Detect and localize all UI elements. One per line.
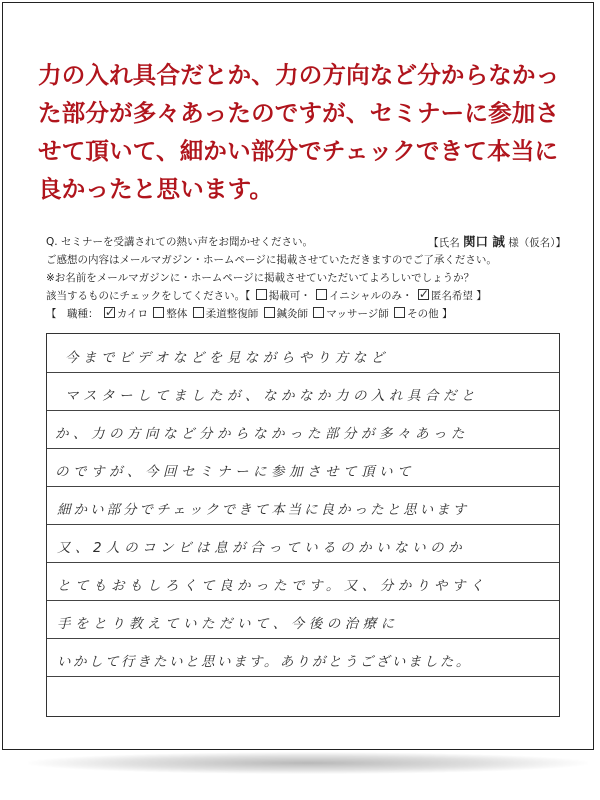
ruled-line <box>47 372 559 373</box>
handwritten-line: とてもおもしろくて良かったです。又、分かりやすく <box>57 578 488 594</box>
job-checkbox-massage[interactable] <box>313 307 324 318</box>
name-value: 関口 誠 <box>463 234 505 249</box>
job-checkbox-acupuncture[interactable] <box>264 307 275 318</box>
option-checkbox-anonymous[interactable] <box>418 289 429 300</box>
job-close: 】 <box>441 308 453 320</box>
headline-quote: 力の入れ具合だとか、力の方向など分からなかった部分が多々あったのですが、セミナーに参加させて頂いて、細かい部分でチェックできて本当に良かったと思います。 <box>38 61 560 203</box>
handwriting-area <box>46 333 560 717</box>
question-line <box>46 233 566 251</box>
ruled-line <box>47 676 559 677</box>
handwritten-line: 手をとり教えていただいて、今後の治療に <box>57 616 399 632</box>
job-label: 【 職種： <box>46 308 99 320</box>
job-label-massage: マッサージ師 <box>326 308 389 320</box>
option-label-anonymous: 匿名希望 <box>430 290 473 302</box>
question-text: Q. セミナーを受講されての熱い声をお聞かせください。 <box>46 236 313 248</box>
handwritten-line: いかして行きたいと思います。ありがとうございました。 <box>57 654 472 670</box>
job-checkbox-chiro[interactable] <box>104 307 115 318</box>
handwritten-line: 又、2人のコンビは息が合っているのかいないのか <box>57 540 467 556</box>
job-checkbox-judo[interactable] <box>193 307 204 318</box>
job-label-other: その他 <box>407 308 439 320</box>
check-close: 】 <box>476 290 487 302</box>
handwritten-line: 細かい部分でチェックできて本当に良かったと思います <box>57 502 470 518</box>
ruled-line <box>47 524 559 525</box>
check-prompt: 該当するものにチェックをしてください。【 <box>46 290 251 302</box>
handwritten-line: か、力の方向など分からなかった部分が多々あった <box>55 426 469 442</box>
name-suffix: 様（仮名）】 <box>508 237 566 249</box>
handwritten-line: マスターしてましたが、なかなか力の入れ具合だと <box>65 388 479 404</box>
handwritten-line: 今までビデオなどを見ながらやり方など <box>65 350 389 366</box>
publish-options <box>46 287 566 305</box>
ruled-line <box>47 562 559 563</box>
option-checkbox-initials[interactable] <box>316 289 327 300</box>
job-checkbox-seitai[interactable] <box>153 307 164 318</box>
ruled-line <box>47 410 559 411</box>
consent-line: ご感想の内容はメールマガジン・ホームページに掲載させていただきますのでご了承ください。 <box>46 254 497 266</box>
ruled-line <box>47 486 559 487</box>
option-checkbox-publish[interactable] <box>256 289 267 300</box>
option-label-initials: イニシャルのみ・ <box>329 290 413 302</box>
note-line: ※お名前をメールマガジンに・ホームページに掲載させていただいてよろしいでしょうか？ <box>46 272 475 284</box>
job-label-judo: 柔道整復師 <box>205 308 259 320</box>
job-label-seitai: 整体 <box>166 308 188 320</box>
job-label-acupuncture: 鍼灸師 <box>276 308 309 320</box>
job-checkbox-other[interactable] <box>394 307 405 318</box>
job-label-chiro: カイロ <box>116 308 149 320</box>
name-field <box>428 233 566 252</box>
option-label-publish: 掲載可・ <box>268 290 311 302</box>
ruled-line <box>47 638 559 639</box>
name-label: 【氏名 <box>428 237 460 249</box>
ruled-line <box>47 600 559 601</box>
ruled-line <box>47 448 559 449</box>
page-shadow <box>28 752 588 774</box>
handwritten-line: のですが、今回セミナーに参加させて頂いて <box>55 464 415 480</box>
survey-form-header <box>46 233 566 323</box>
job-options <box>46 305 566 323</box>
